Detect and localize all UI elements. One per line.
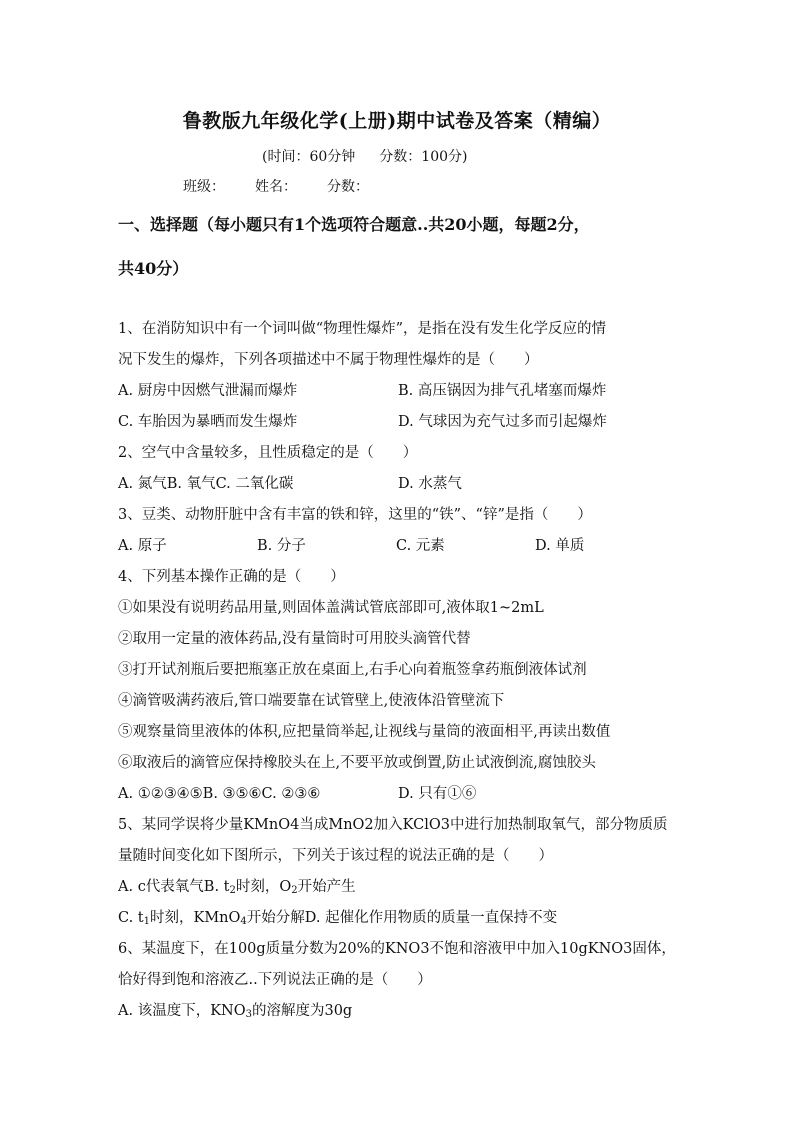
q5-options-cd	[118, 903, 688, 934]
q5-ab-text: 时刻，O	[235, 879, 292, 895]
q1-stem-line1: 1、在消防知识中有一个词叫做“物理性爆炸”，是指在没有发生化学反应的情	[118, 321, 607, 337]
section-heading-line1: 一、选择题（每小题只有1个选项符合题意..共20小题，每题2分，	[118, 215, 590, 234]
q4-stem: 4、下列基本操作正确的是（ ）	[118, 569, 345, 585]
q5-stem-line2: 量随时间变化如下图所示，下列关于该过程的说法正确的是（ ）	[118, 848, 553, 864]
time-limit: (时间：60分钟	[262, 149, 356, 165]
q4-option-abc: A. ①②③④⑤B. ③⑤⑥C. ②③⑥	[118, 786, 321, 802]
q4-options	[118, 779, 688, 810]
q5-cd-text: 时刻，KMnO	[150, 910, 241, 926]
q4-option-d: D. 只有①⑥	[398, 786, 477, 802]
q1-option-c: C. 车胎因为暴晒而发生爆炸	[118, 414, 298, 430]
exam-meta	[262, 146, 491, 166]
q2-options	[118, 469, 688, 500]
q3-option-c: C. 元素	[396, 538, 445, 554]
q5-ab-sub: 2	[291, 885, 298, 896]
q5-ab-sub: 2	[229, 885, 236, 896]
q4-item: ②取用一定量的液体药品,没有量筒时可用胶头滴管代替	[118, 631, 471, 647]
q5-cd-text: C. t	[118, 910, 144, 926]
q6-a-sub: 3	[245, 1009, 252, 1020]
q5-ab-text: 开始产生	[297, 879, 356, 895]
q5-cd-text: 开始分解D. 起催化作用物质的质量一直保持不变	[246, 910, 558, 926]
q4-item: ③打开试剂瓶后要把瓶塞正放在桌面上,右手心向着瓶签拿药瓶倒液体试剂	[118, 662, 587, 678]
q6-a-text: 的溶解度为30g	[251, 1003, 353, 1019]
total-score: 分数：100分)	[379, 149, 468, 165]
q2-option-abc: A. 氮气B. 氧气C. 二氧化碳	[118, 476, 294, 492]
q2-option-d: D. 水蒸气	[398, 476, 462, 492]
q1-option-b: B. 高压锅因为排气孔堵塞而爆炸	[398, 383, 607, 399]
q1-options-cd	[118, 407, 688, 438]
q5-cd-sub: 1	[143, 916, 150, 927]
class-field: 班级：	[183, 179, 225, 195]
q5-ab-text: A. c代表氧气B. t	[118, 879, 230, 895]
q4-item: ①如果没有说明药品用量,则固体盖满试管底部即可,液体取1~2mL	[118, 600, 544, 616]
q1-stem-line2: 况下发生的爆炸，下列各项描述中不属于物理性爆炸的是（ ）	[118, 352, 539, 368]
q6-stem-line1: 6、某温度下，在100g质量分数为20%的KNO3不饱和溶液甲中加入10gKNO3固体，	[118, 941, 676, 957]
score-field: 分数：	[327, 179, 369, 195]
q5-options-ab	[118, 872, 688, 903]
q3-stem: 3、豆类、动物肝脏中含有丰富的铁和锌，这里的“铁”、“锌”是指（ ）	[118, 507, 592, 523]
student-fields	[183, 176, 399, 196]
section-heading	[118, 203, 678, 291]
q4-item: ⑤观察量筒里液体的体积,应把量筒举起,让视线与量筒的液面相平,再读出数值	[118, 724, 611, 740]
page-title: 鲁教版九年级化学(上册)期中试卷及答案（精编）	[182, 110, 612, 132]
q1-option-a: A. 厨房中因燃气泄漏而爆炸	[118, 383, 298, 399]
q3-option-b: B. 分子	[257, 538, 306, 554]
q5-cd-sub: 4	[240, 916, 247, 927]
name-field: 姓名：	[255, 179, 297, 195]
q6-option-a	[118, 996, 688, 1027]
questions	[118, 314, 688, 1027]
q6-stem-line2: 恰好得到饱和溶液乙..下列说法正确的是（ ）	[118, 972, 432, 988]
q2-stem: 2、空气中含量较多，且性质稳定的是（ ）	[118, 445, 418, 461]
q5-stem-line1: 5、某同学误将少量KMnO4当成MnO2加入KClO3中进行加热制取氧气，部分物质质	[118, 817, 668, 833]
q1-options-ab	[118, 376, 688, 407]
q4-item: ④滴管吸满药液后,管口端要靠在试管壁上,使液体沿管壁流下	[118, 693, 505, 709]
q3-options	[118, 531, 688, 562]
q3-option-a: A. 原子	[118, 538, 167, 554]
q4-item: ⑥取液后的滴管应保持橡胶头在上,不要平放或倒置,防止试液倒流,腐蚀胶头	[118, 755, 596, 771]
q1-option-d: D. 气球因为充气过多而引起爆炸	[398, 414, 607, 430]
q3-option-d: D. 单质	[535, 538, 585, 554]
section-heading-line2: 共40分）	[118, 259, 189, 278]
q6-a-text: A. 该温度下，KNO	[118, 1003, 246, 1019]
